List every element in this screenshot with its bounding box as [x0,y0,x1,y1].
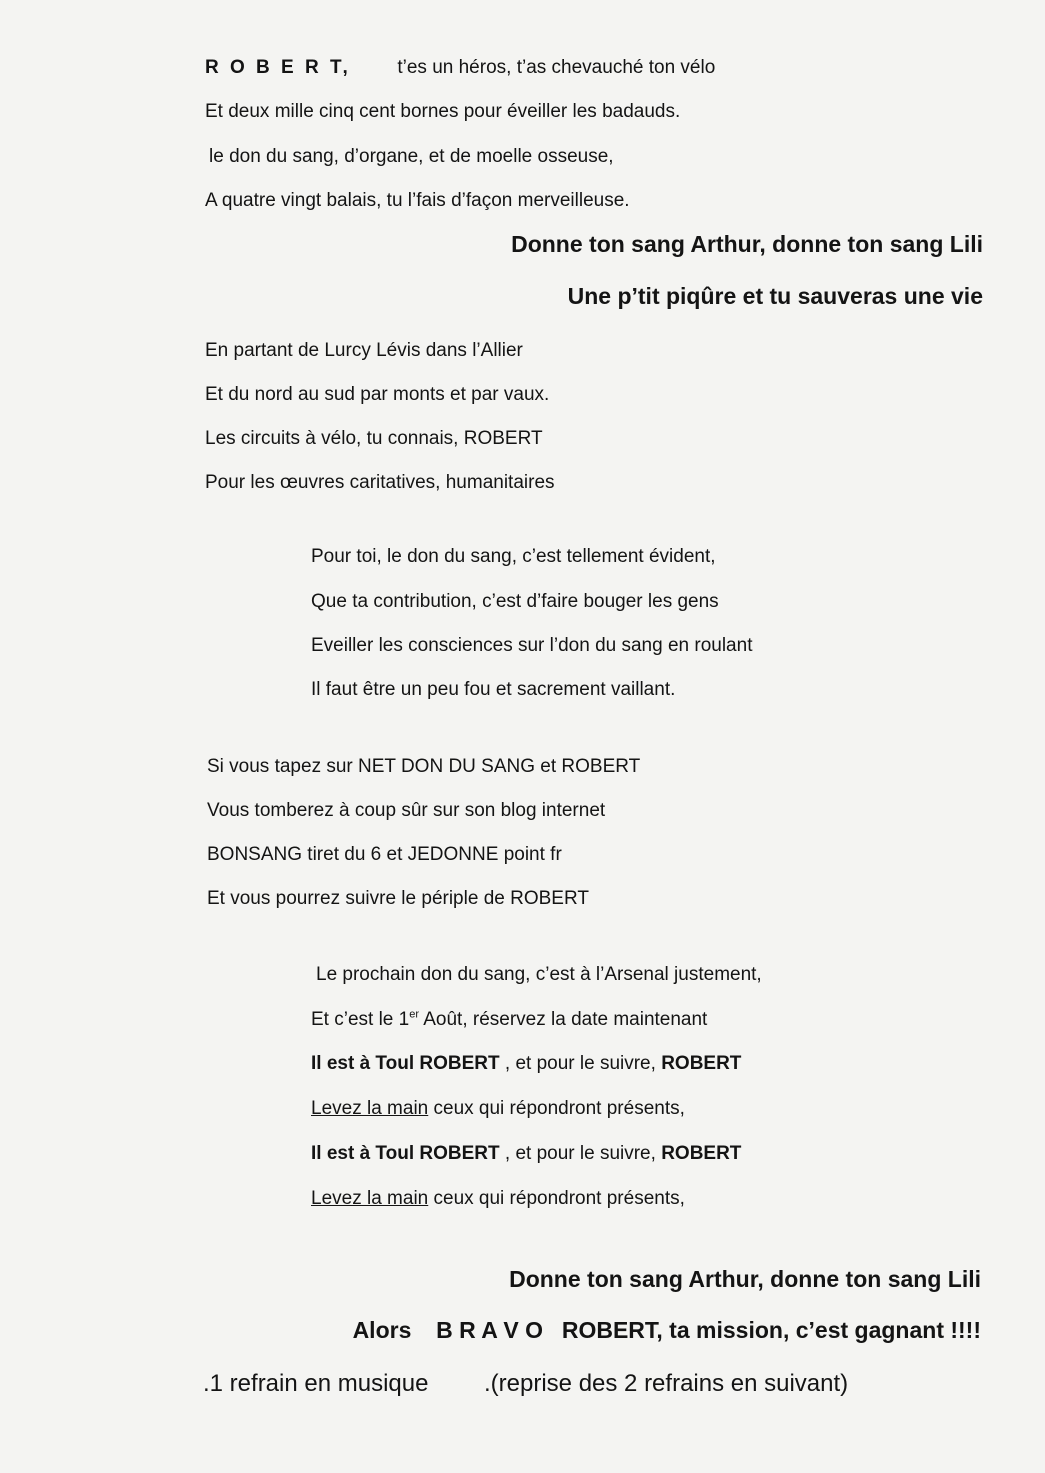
levez-rest: ceux qui répondront présents, [428,1188,685,1209]
verse1-line1-text: t’es un héros, t’as chevauché ton vélo [397,57,716,78]
verse3-line2: Que ta contribution, c’est d’faire bouger les gens [311,591,719,612]
verse2-line3: Les circuits à vélo, tu connais, ROBERT [205,428,543,449]
verse2-line2: Et du nord au sud par monts et par vaux. [205,384,550,405]
verse3-line3: Eveiller les consciences sur l’don du sang en roulant [311,635,753,656]
verse5-toul-line-a [311,1052,741,1076]
toul-robert-end: ROBERT [661,1053,742,1074]
toul-middle: , et pour le suivre, [499,1143,662,1164]
verse5-line2-pre: Et c’est le 1 [311,1009,410,1030]
toul-robert-end: ROBERT [661,1143,742,1164]
verse3-line1: Pour toi, le don du sang, c’est tellement évident, [311,546,716,567]
verse5-line2 [311,1008,707,1032]
verse4-line4: Et vous pourrez suivre le périple de ROBERT [207,888,589,909]
levez-la-main: Levez la main [311,1098,429,1119]
verse4-line1: Si vous tapez sur NET DON DU SANG et ROBERT [207,756,641,777]
refrain1-line1: Donne ton sang Arthur, donne ton sang Lili [511,231,983,257]
refrain1-line2: Une p’tit piqûre et tu sauveras une vie [567,283,983,309]
robert-name: R O B E R T, [205,57,351,78]
verse5-levez-line-b [311,1187,685,1211]
verse1-line4: A quatre vingt balais, tu l’fais d’façon merveilleuse. [205,190,630,211]
verse1-line2: Et deux mille cinq cent bornes pour éveiller les badauds. [205,101,681,122]
footer-note-right: .(reprise des 2 refrains en suivant) [484,1370,849,1397]
footer-note-left: .1 refrain en musique [203,1370,429,1397]
bravo-word: B R A V O [436,1317,544,1343]
verse3-line4: Il faut être un peu fou et sacrement vaillant. [311,679,676,700]
verse1-line1 [205,56,715,80]
verse5-line1: Le prochain don du sang, c’est à l’Arsenal justement, [316,964,762,985]
verse4-line2: Vous tomberez à coup sûr sur son blog internet [207,800,606,821]
verse1-line3: le don du sang, d’organe, et de moelle osseuse, [209,146,614,167]
verse2-line4: Pour les œuvres caritatives, humanitaires [205,472,555,493]
refrain2-line1: Donne ton sang Arthur, donne ton sang Lili [509,1266,981,1292]
levez-rest: ceux qui répondront présents, [428,1098,685,1119]
verse5-levez-line-a [311,1097,685,1121]
verse4-line3: BONSANG tiret du 6 et JEDONNE point fr [207,844,562,865]
refrain2-line2-rest: ROBERT, ta mission, c’est gagnant !!!! [561,1317,981,1343]
refrain2-line2 [353,1316,981,1344]
alors-word: Alors [352,1317,412,1343]
verse2-line1: En partant de Lurcy Lévis dans l’Allier [205,340,523,361]
verse5-toul-line-b [311,1142,741,1166]
toul-middle: , et pour le suivre, [499,1053,662,1074]
toul-robert-bold: Il est à Toul ROBERT [311,1143,500,1164]
levez-la-main: Levez la main [311,1188,429,1209]
toul-robert-bold: Il est à Toul ROBERT [311,1053,500,1074]
verse5-line2-post: Août, réservez la date maintenant [419,1009,708,1030]
ordinal-superscript: er [409,1008,419,1021]
